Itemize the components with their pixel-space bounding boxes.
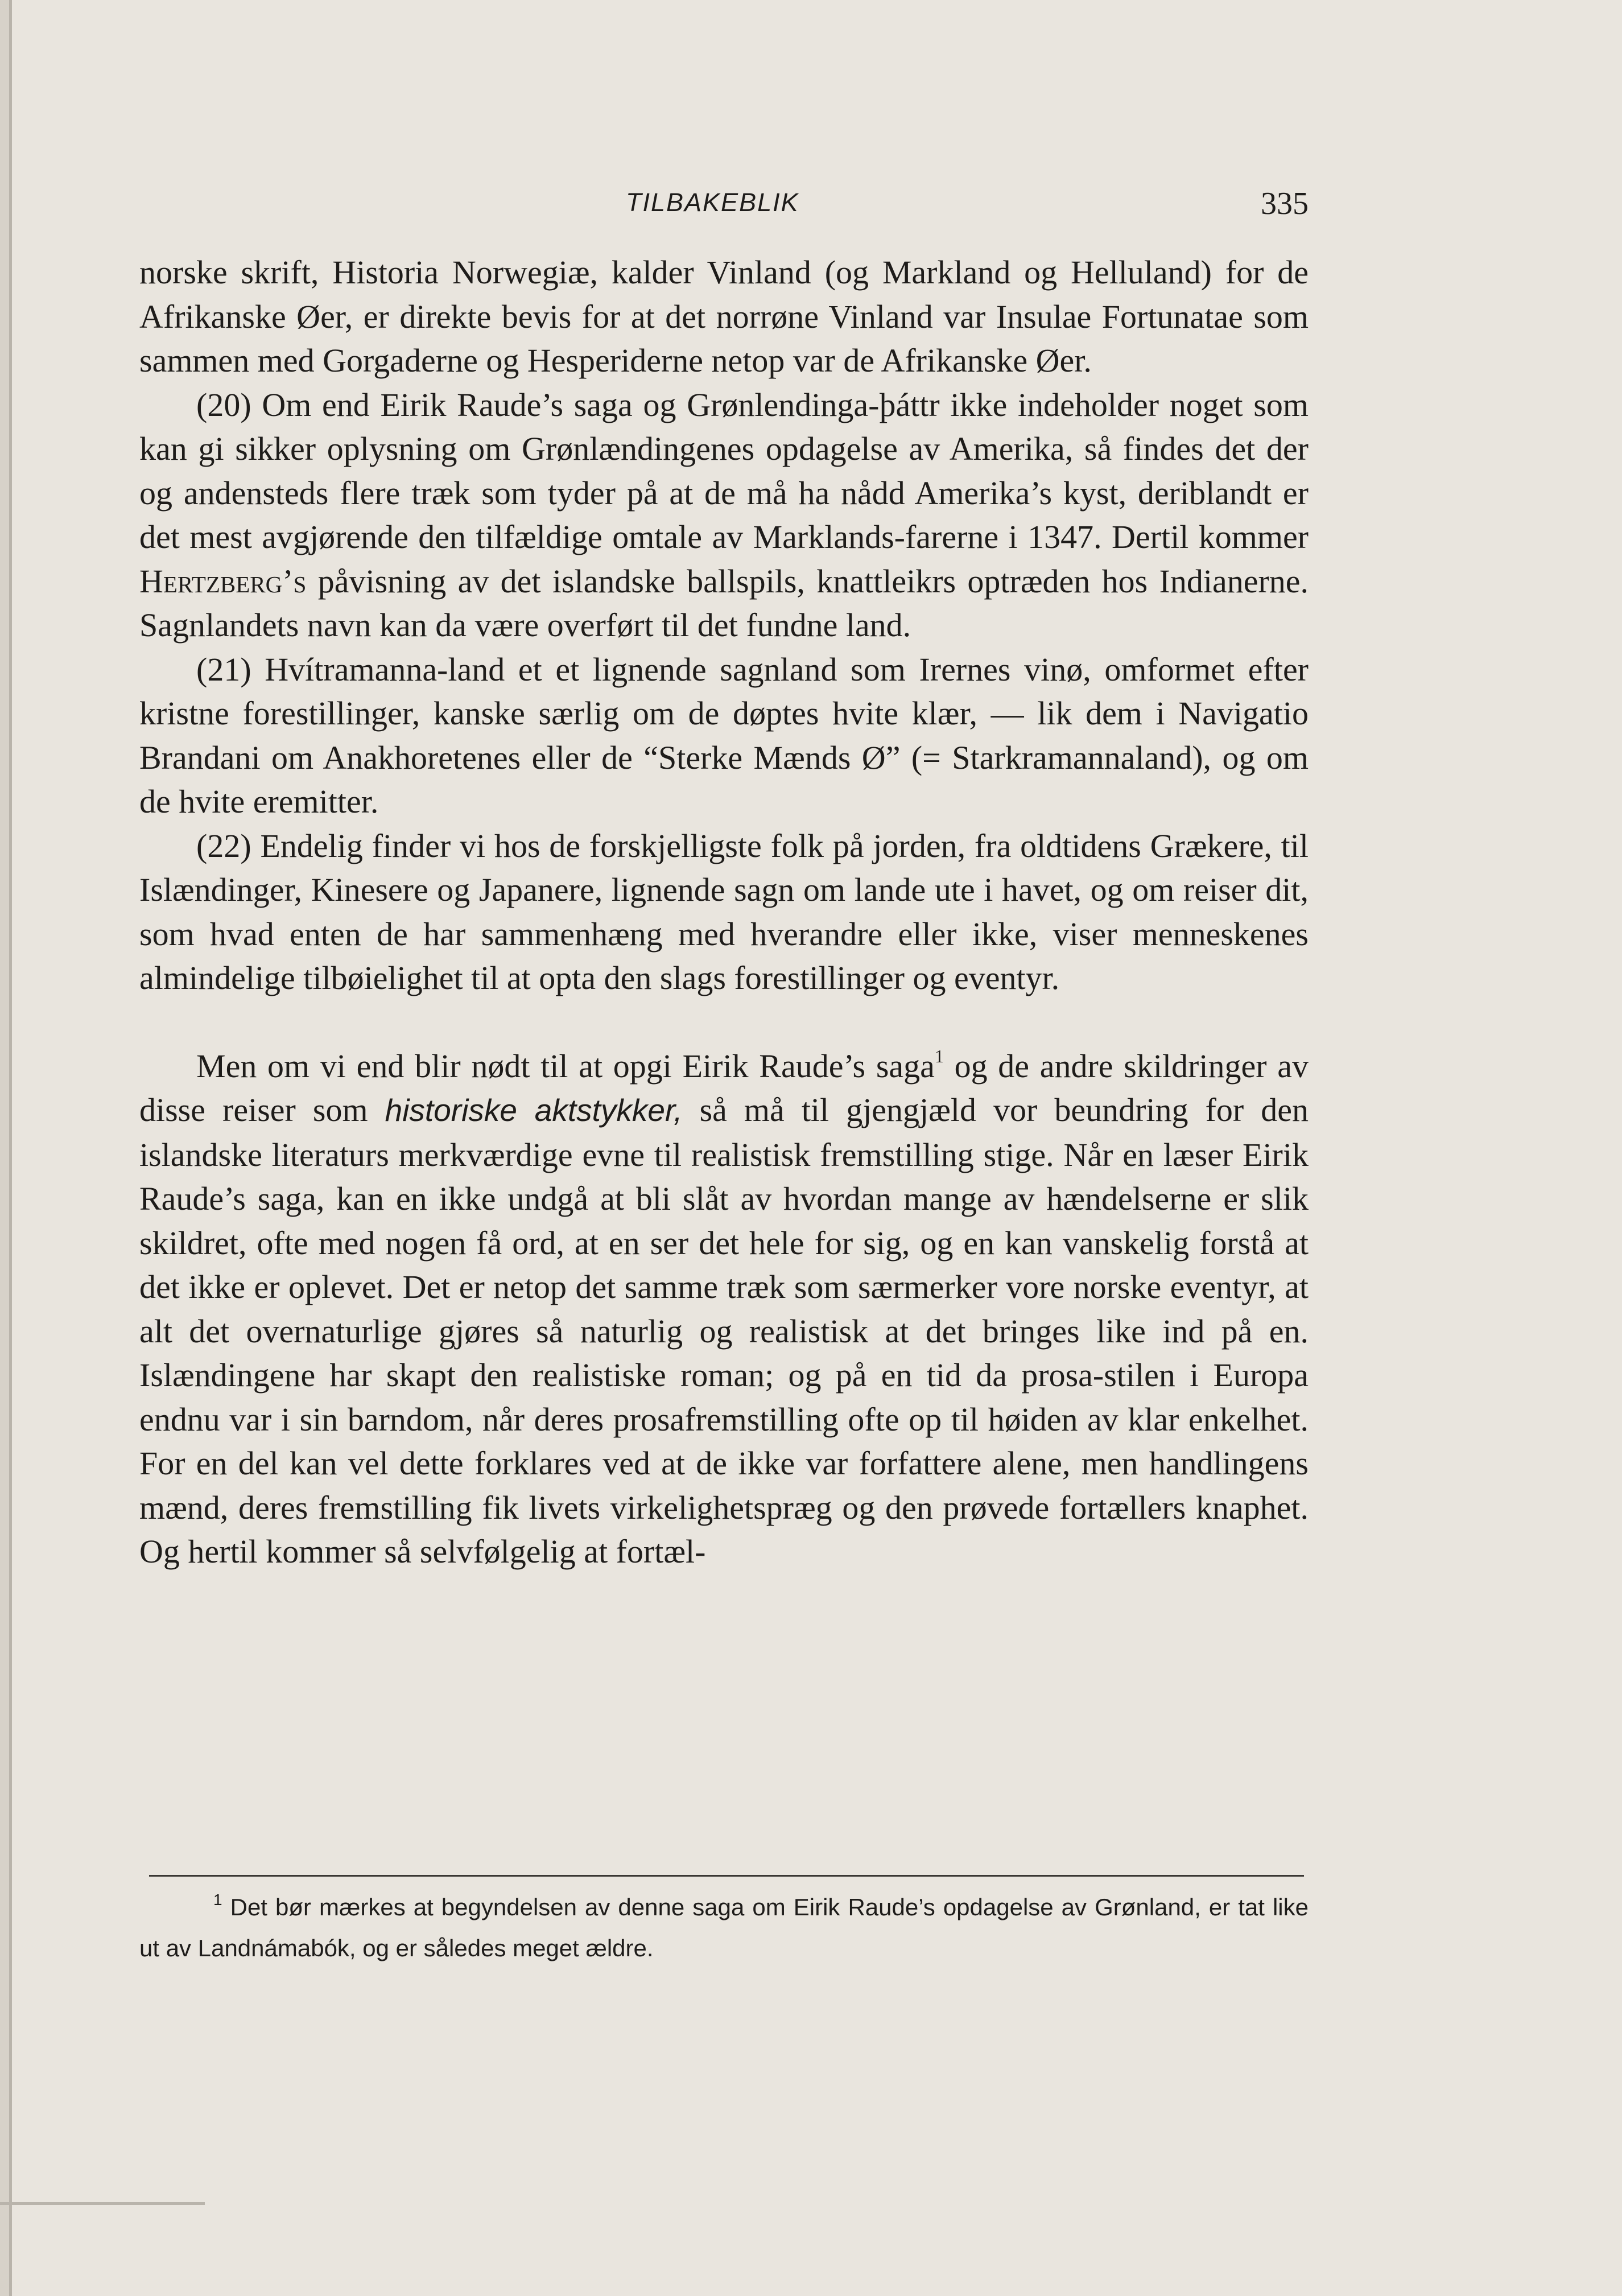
paragraph-continuation: norske skrift, Historia Norwegiæ, kalder Vinland (og Markland og Helluland) for de Afrikanske Øer, er direkte bevis for at det norrøne Vinland var Insulae Fortunatae som sammen med Gorgaderne og Hesperiderne netop var de Afrikanske Øer. [139, 254, 1309, 379]
paragraph-20-text-end: påvisning av det islandske ballspils, knattleikrs optræden hos Indianerne. Sagnlandets navn kan da være overført til det fundne land. [139, 562, 1309, 644]
paragraph-22: (22) Endelig finder vi hos de forskjelligste folk på jorden, fra oldtidens Grækere, til Islændinger, Kinesere og Japanere, lignende sagn om lande ute i havet, og om reiser dit, som hvad enten de har sammenhæng med hverandre eller ikke, viser menneskenes almindelige tilbøielighet til at opta den slags forestillinger og eventyr. [139, 827, 1309, 996]
scan-corner-mark [0, 2202, 205, 2205]
page-edge-shadow [0, 0, 9, 2296]
page-edge [9, 0, 12, 2296]
footnote-marker: 1 [213, 1891, 222, 1908]
paragraph-21: (21) Hvítramanna-land et et lignende sagnland som Irernes vinø, omformet efter kristne forestillinger, kanske særlig om de døptes hvite klær, — lik dem i Navigatio Brandani om Anakhoretenes eller de “Sterke Mænds Ø” (= Starkramannaland), og om de hvite eremitter. [139, 650, 1309, 820]
footnote-reference: 1 [934, 1045, 944, 1066]
body-text [139, 250, 1309, 1574]
page-number: 335 [1261, 186, 1309, 221]
conclusion-text-middle: og de andre skildringer av disse reiser som [139, 1047, 1309, 1128]
conclusion-text-end: så må til gjengjæld vor beundring for den islandske literaturs merkværdige evne til realistisk fremstilling stige. Når en læser Eirik Raude’s saga, kan en ikke undgå at bli slåt av hvordan mange av hændelserne er slik skildret, ofte med nogen få ord, at en ser det hele for sig, og en kan vanskelig forstå at det ikke er oplevet. Det er netop det samme træk som særmerker vore norske eventyr, at alt det overnaturlige gjøres så naturlig og realistisk at det bringes like ind på en. Islændingene har skapt den realistiske roman; og på en tid da prosa-stilen i Europa endnu var i sin barndom, når deres prosafremstilling ofte op til høiden av klar enkelhet. For en del kan vel dette forklares ved at de ikke var forfattere alene, men handlingens mænd, deres fremstilling fik livets virkelighetspræg og den prøvede fortællers knaphet. Og hertil kommer så selvfølgelig at fortæl- [139, 1091, 1309, 1570]
paragraph-conclusion [139, 1044, 1309, 1574]
author-name-hertzberg: Hertzberg’s [139, 562, 307, 600]
paragraph-20 [139, 383, 1309, 648]
footnote [139, 1887, 1309, 1969]
footnote-divider [149, 1875, 1304, 1877]
page-header [139, 188, 1309, 228]
paragraph-20-text-start: (20) Om end Eirik Raude’s saga og Grønlendinga-þáttr ikke indeholder noget som kan gi sikker oplysning om Grønlændingenes opdagelse av Amerika, så findes det der og andensteds flere træk som tyder på at de må ha nådd Amerika’s kyst, deriblandt er det mest avgjørende den tilfældige omtale av Marklands-farerne i 1347. Dertil kommer [139, 386, 1309, 555]
footnote-text: Det bør mærkes at begyndelsen av denne saga om Eirik Raude’s opdagelse av Grønland, er tat like ut av Landnámabók, og er således meget ældre. [139, 1894, 1309, 1961]
conclusion-text-start: Men om vi end blir nødt til at opgi Eirik Raude’s saga [196, 1047, 935, 1085]
emphasis-historiske-aktstykker: historiske aktstykker, [385, 1093, 683, 1128]
running-title: TILBAKEBLIK [626, 188, 799, 217]
